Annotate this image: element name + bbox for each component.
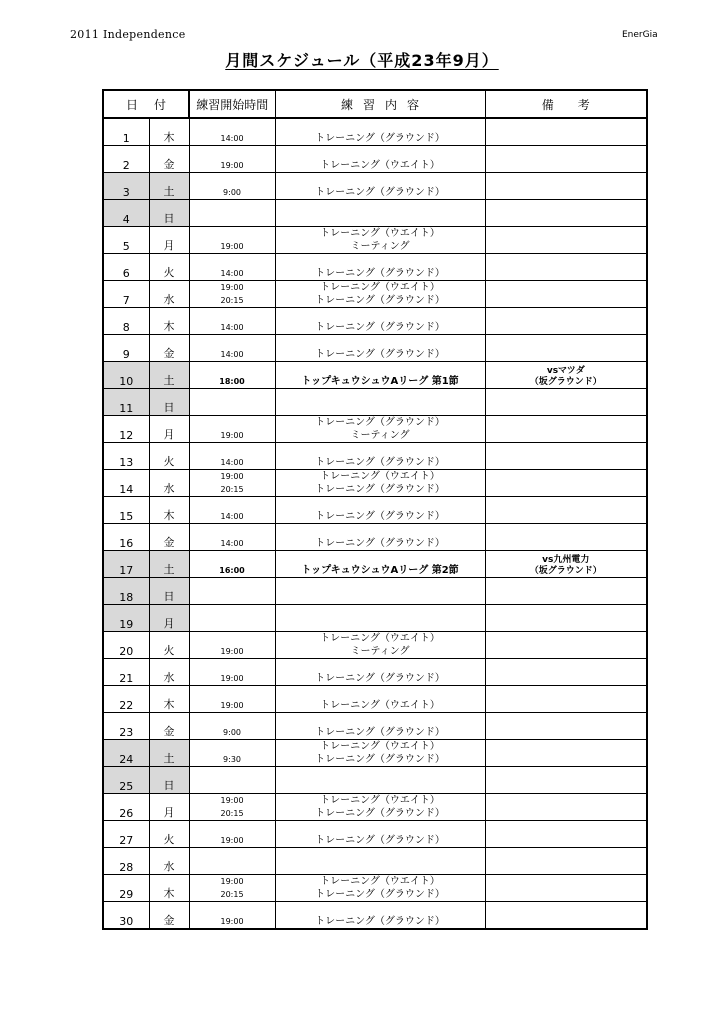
start-time-line: 19:00 xyxy=(220,674,244,683)
row-practice-content xyxy=(275,605,485,632)
practice-content-line: ミーティング xyxy=(350,430,410,441)
row-day-of-week: 金 xyxy=(149,524,189,551)
schedule-row xyxy=(103,146,647,173)
row-day-of-week: 金 xyxy=(149,335,189,362)
row-notes xyxy=(485,443,647,470)
practice-content-line: トレーニング（ウエイト） xyxy=(320,876,440,887)
start-time-line: 19:00 xyxy=(220,701,244,710)
schedule-row xyxy=(103,902,647,930)
practice-content-line: トレーニング（ウエイト） xyxy=(320,228,440,239)
row-day-number: 17 xyxy=(103,551,149,578)
schedule-body xyxy=(103,118,647,929)
practice-content-line: トレーニング（グラウンド） xyxy=(315,187,445,198)
start-time-line: 20:15 xyxy=(220,296,244,305)
row-notes xyxy=(485,308,647,335)
row-notes xyxy=(485,686,647,713)
row-practice-content xyxy=(275,470,485,497)
row-start-time xyxy=(189,200,275,227)
row-notes xyxy=(485,118,647,146)
row-day-number: 24 xyxy=(103,740,149,767)
row-notes xyxy=(485,227,647,254)
row-notes xyxy=(485,254,647,281)
row-day-of-week: 土 xyxy=(149,551,189,578)
start-time-line: 19:00 xyxy=(220,242,244,251)
row-notes xyxy=(485,767,647,794)
row-day-number: 21 xyxy=(103,659,149,686)
row-start-time xyxy=(189,713,275,740)
row-day-of-week: 金 xyxy=(149,146,189,173)
row-day-number: 26 xyxy=(103,794,149,821)
row-practice-content xyxy=(275,335,485,362)
practice-content-line: トレーニング（グラウンド） xyxy=(315,754,445,765)
start-time-line: 19:00 xyxy=(220,796,244,805)
row-notes xyxy=(485,794,647,821)
row-start-time xyxy=(189,308,275,335)
practice-content-line: トレーニング（グラウンド） xyxy=(315,484,445,495)
row-start-time xyxy=(189,821,275,848)
row-day-number: 15 xyxy=(103,497,149,524)
row-start-time xyxy=(189,281,275,308)
row-day-number: 1 xyxy=(103,118,149,146)
schedule-row xyxy=(103,578,647,605)
row-start-time xyxy=(189,254,275,281)
row-start-time xyxy=(189,686,275,713)
row-day-of-week: 火 xyxy=(149,821,189,848)
practice-content-line: トレーニング（グラウンド） xyxy=(315,417,445,428)
row-day-number: 9 xyxy=(103,335,149,362)
row-start-time xyxy=(189,578,275,605)
row-day-of-week: 木 xyxy=(149,686,189,713)
start-time-line: 20:15 xyxy=(220,485,244,494)
schedule-row xyxy=(103,767,647,794)
notes-line: vsマツダ xyxy=(546,366,585,376)
row-notes xyxy=(485,848,647,875)
schedule-row xyxy=(103,551,647,578)
row-practice-content xyxy=(275,497,485,524)
start-time-line: 19:00 xyxy=(220,472,244,481)
schedule-row xyxy=(103,875,647,902)
row-practice-content xyxy=(275,443,485,470)
row-day-number: 30 xyxy=(103,902,149,930)
row-day-number: 3 xyxy=(103,173,149,200)
row-day-number: 6 xyxy=(103,254,149,281)
row-start-time xyxy=(189,605,275,632)
start-time-line: 14:00 xyxy=(220,134,244,143)
page-title-text: 月間スケジュール（平成23年9月） xyxy=(225,51,499,70)
row-notes xyxy=(485,146,647,173)
start-time-line: 19:00 xyxy=(220,836,244,845)
row-practice-content xyxy=(275,578,485,605)
row-practice-content xyxy=(275,848,485,875)
row-start-time xyxy=(189,632,275,659)
row-day-of-week: 土 xyxy=(149,362,189,389)
schedule-row xyxy=(103,254,647,281)
row-day-of-week: 水 xyxy=(149,848,189,875)
row-day-of-week: 木 xyxy=(149,308,189,335)
schedule-row xyxy=(103,335,647,362)
row-day-of-week: 火 xyxy=(149,443,189,470)
team-logo-text: EnerGia xyxy=(622,30,658,40)
row-notes xyxy=(485,173,647,200)
row-notes xyxy=(485,821,647,848)
start-time-line: 14:00 xyxy=(220,512,244,521)
row-start-time xyxy=(189,118,275,146)
row-start-time xyxy=(189,362,275,389)
row-practice-content xyxy=(275,821,485,848)
row-practice-content xyxy=(275,659,485,686)
row-practice-content xyxy=(275,281,485,308)
row-practice-content xyxy=(275,173,485,200)
row-start-time xyxy=(189,497,275,524)
row-day-of-week: 金 xyxy=(149,713,189,740)
row-start-time xyxy=(189,767,275,794)
row-practice-content xyxy=(275,713,485,740)
row-start-time xyxy=(189,470,275,497)
practice-content-line: トップキュウシュウAリーグ 第2節 xyxy=(301,565,459,576)
practice-content-line: トレーニング（グラウンド） xyxy=(315,889,445,900)
schedule-row xyxy=(103,389,647,416)
row-day-number: 28 xyxy=(103,848,149,875)
row-day-number: 23 xyxy=(103,713,149,740)
practice-content-line: ミーティング xyxy=(350,241,410,252)
row-notes xyxy=(485,470,647,497)
row-day-number: 20 xyxy=(103,632,149,659)
row-day-number: 18 xyxy=(103,578,149,605)
column-header-start-time: 練習開始時間 xyxy=(189,90,275,118)
schedule-row xyxy=(103,173,647,200)
row-notes xyxy=(485,605,647,632)
row-start-time xyxy=(189,227,275,254)
row-day-of-week: 日 xyxy=(149,578,189,605)
row-practice-content xyxy=(275,416,485,443)
row-practice-content xyxy=(275,118,485,146)
row-practice-content xyxy=(275,767,485,794)
row-day-number: 10 xyxy=(103,362,149,389)
start-time-line: 14:00 xyxy=(220,350,244,359)
row-notes xyxy=(485,335,647,362)
row-practice-content xyxy=(275,308,485,335)
row-notes xyxy=(485,875,647,902)
schedule-row xyxy=(103,362,647,389)
schedule-row xyxy=(103,308,647,335)
row-day-of-week: 水 xyxy=(149,470,189,497)
row-start-time xyxy=(189,335,275,362)
practice-content-line: トレーニング（グラウンド） xyxy=(315,349,445,360)
row-day-of-week: 日 xyxy=(149,767,189,794)
row-notes xyxy=(485,713,647,740)
row-practice-content xyxy=(275,902,485,930)
practice-content-line: トレーニング（グラウンド） xyxy=(315,808,445,819)
row-start-time xyxy=(189,389,275,416)
schedule-row xyxy=(103,497,647,524)
row-day-number: 29 xyxy=(103,875,149,902)
row-practice-content xyxy=(275,227,485,254)
start-time-line: 19:00 xyxy=(220,917,244,926)
row-day-of-week: 金 xyxy=(149,902,189,930)
start-time-line: 19:00 xyxy=(220,161,244,170)
schedule-row xyxy=(103,686,647,713)
practice-content-line: トップキュウシュウAリーグ 第1節 xyxy=(301,376,459,387)
row-day-number: 27 xyxy=(103,821,149,848)
schedule-row xyxy=(103,416,647,443)
row-day-of-week: 木 xyxy=(149,497,189,524)
schedule-row xyxy=(103,848,647,875)
row-start-time xyxy=(189,848,275,875)
start-time-line: 20:15 xyxy=(220,809,244,818)
row-notes xyxy=(485,200,647,227)
practice-content-line: トレーニング（グラウンド） xyxy=(315,835,445,846)
row-day-number: 8 xyxy=(103,308,149,335)
schedule-row xyxy=(103,659,647,686)
practice-content-line: トレーニング（ウエイト） xyxy=(320,633,440,644)
start-time-line: 18:00 xyxy=(219,377,245,386)
notes-line: （坂グラウンド） xyxy=(529,377,602,387)
practice-content-line: トレーニング（ウエイト） xyxy=(320,795,440,806)
row-notes xyxy=(485,659,647,686)
row-day-number: 11 xyxy=(103,389,149,416)
row-start-time xyxy=(189,443,275,470)
start-time-line: 19:00 xyxy=(220,647,244,656)
row-start-time xyxy=(189,416,275,443)
row-day-of-week: 日 xyxy=(149,200,189,227)
row-practice-content xyxy=(275,389,485,416)
schedule-row xyxy=(103,524,647,551)
column-header-date: 日付 xyxy=(103,90,189,118)
row-start-time xyxy=(189,740,275,767)
row-day-of-week: 水 xyxy=(149,659,189,686)
row-notes xyxy=(485,416,647,443)
row-day-of-week: 日 xyxy=(149,389,189,416)
row-start-time xyxy=(189,659,275,686)
row-notes xyxy=(485,497,647,524)
row-day-number: 19 xyxy=(103,605,149,632)
row-practice-content xyxy=(275,524,485,551)
row-notes xyxy=(485,632,647,659)
row-day-of-week: 月 xyxy=(149,794,189,821)
practice-content-line: トレーニング（ウエイト） xyxy=(320,741,440,752)
start-time-line: 14:00 xyxy=(220,323,244,332)
start-time-line: 9:00 xyxy=(223,728,241,737)
row-practice-content xyxy=(275,200,485,227)
row-notes xyxy=(485,902,647,930)
start-time-line: 9:00 xyxy=(223,188,241,197)
schedule-row xyxy=(103,821,647,848)
schedule-row xyxy=(103,200,647,227)
schedule-row xyxy=(103,605,647,632)
row-day-of-week: 火 xyxy=(149,254,189,281)
schedule-table xyxy=(102,89,648,930)
row-practice-content xyxy=(275,794,485,821)
practice-content-line: トレーニング（ウエイト） xyxy=(320,160,440,171)
row-day-of-week: 木 xyxy=(149,875,189,902)
schedule-row xyxy=(103,227,647,254)
row-day-number: 4 xyxy=(103,200,149,227)
column-header-content: 練習内容 xyxy=(275,90,485,118)
row-day-number: 7 xyxy=(103,281,149,308)
row-practice-content xyxy=(275,551,485,578)
schedule-row xyxy=(103,632,647,659)
schedule-row xyxy=(103,740,647,767)
practice-content-line: トレーニング（グラウンド） xyxy=(315,295,445,306)
notes-line: vs九州電力 xyxy=(542,555,590,565)
row-notes xyxy=(485,362,647,389)
practice-content-line: トレーニング（ウエイト） xyxy=(320,282,440,293)
start-time-line: 14:00 xyxy=(220,458,244,467)
row-practice-content xyxy=(275,254,485,281)
start-time-line: 20:15 xyxy=(220,890,244,899)
row-day-number: 25 xyxy=(103,767,149,794)
practice-content-line: トレーニング（グラウンド） xyxy=(315,916,445,927)
practice-content-line: トレーニング（グラウンド） xyxy=(315,511,445,522)
practice-content-line: トレーニング（グラウンド） xyxy=(315,268,445,279)
row-day-number: 22 xyxy=(103,686,149,713)
column-header-notes: 備考 xyxy=(485,90,647,118)
row-start-time xyxy=(189,902,275,930)
schedule-row xyxy=(103,443,647,470)
row-day-number: 16 xyxy=(103,524,149,551)
notes-line: （坂グラウンド） xyxy=(529,566,602,576)
row-practice-content xyxy=(275,632,485,659)
practice-content-line: トレーニング（グラウンド） xyxy=(315,538,445,549)
row-day-of-week: 月 xyxy=(149,227,189,254)
practice-content-line: ミーティング xyxy=(350,646,410,657)
row-start-time xyxy=(189,146,275,173)
row-day-number: 2 xyxy=(103,146,149,173)
start-time-line: 19:00 xyxy=(220,877,244,886)
practice-content-line: トレーニング（グラウンド） xyxy=(315,457,445,468)
practice-content-line: トレーニング（グラウンド） xyxy=(315,322,445,333)
row-practice-content xyxy=(275,146,485,173)
row-day-number: 14 xyxy=(103,470,149,497)
schedule-row xyxy=(103,118,647,146)
row-notes xyxy=(485,578,647,605)
schedule-row xyxy=(103,470,647,497)
start-time-line: 19:00 xyxy=(220,431,244,440)
row-notes xyxy=(485,524,647,551)
practice-content-line: トレーニング（グラウンド） xyxy=(315,727,445,738)
row-day-number: 13 xyxy=(103,443,149,470)
row-practice-content xyxy=(275,362,485,389)
row-day-number: 12 xyxy=(103,416,149,443)
schedule-header-row xyxy=(103,90,647,118)
row-day-of-week: 火 xyxy=(149,632,189,659)
row-notes xyxy=(485,389,647,416)
start-time-line: 14:00 xyxy=(220,269,244,278)
row-day-of-week: 月 xyxy=(149,605,189,632)
schedule-row xyxy=(103,713,647,740)
row-day-of-week: 木 xyxy=(149,118,189,146)
practice-content-line: トレーニング（ウエイト） xyxy=(320,700,440,711)
row-notes xyxy=(485,551,647,578)
start-time-line: 16:00 xyxy=(219,566,245,575)
row-start-time xyxy=(189,524,275,551)
row-practice-content xyxy=(275,740,485,767)
start-time-line: 14:00 xyxy=(220,539,244,548)
schedule-row xyxy=(103,281,647,308)
row-day-of-week: 土 xyxy=(149,173,189,200)
row-day-of-week: 月 xyxy=(149,416,189,443)
page-title xyxy=(0,48,724,71)
row-day-of-week: 水 xyxy=(149,281,189,308)
practice-content-line: トレーニング（グラウンド） xyxy=(315,133,445,144)
document-year-team: 2011 Independence xyxy=(70,28,186,41)
practice-content-line: トレーニング（ウエイト） xyxy=(320,471,440,482)
row-start-time xyxy=(189,875,275,902)
row-start-time xyxy=(189,173,275,200)
row-start-time xyxy=(189,794,275,821)
row-notes xyxy=(485,281,647,308)
practice-content-line: トレーニング（グラウンド） xyxy=(315,673,445,684)
row-day-of-week: 土 xyxy=(149,740,189,767)
schedule-row xyxy=(103,794,647,821)
row-notes xyxy=(485,740,647,767)
start-time-line: 9:30 xyxy=(223,755,241,764)
start-time-line: 19:00 xyxy=(220,283,244,292)
row-start-time xyxy=(189,551,275,578)
row-day-number: 5 xyxy=(103,227,149,254)
row-practice-content xyxy=(275,686,485,713)
row-practice-content xyxy=(275,875,485,902)
